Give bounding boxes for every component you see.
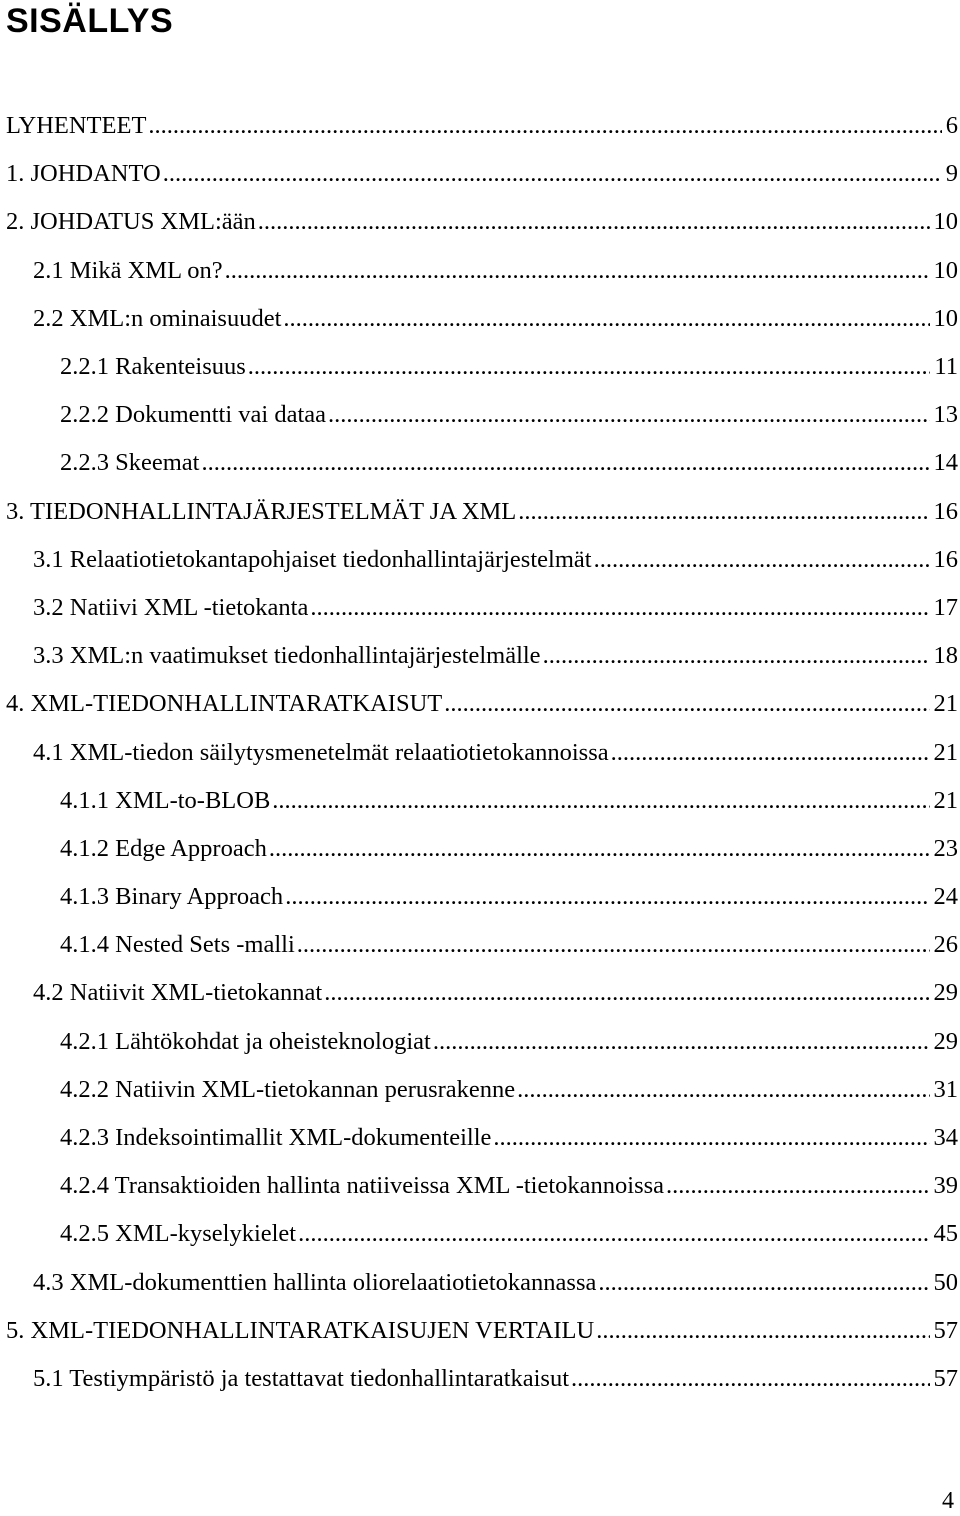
toc-dot-leader — [493, 1123, 929, 1153]
toc-entry-title: 4.2.4 Transaktioiden hallinta natiiveissa XML -tietokannoissa — [60, 1172, 665, 1200]
toc-entry-page-number: 50 — [933, 1268, 958, 1296]
toc-entry-page-number: 57 — [933, 1364, 958, 1392]
toc-entry-title: 4.2 Natiivit XML-tietokannat — [33, 979, 323, 1007]
toc-entry-title: 3.3 XML:n vaatimukset tiedonhallintajärjestelmälle — [33, 642, 541, 670]
toc-entry-title: 4.1.4 Nested Sets -malli — [60, 931, 295, 959]
toc-entry[interactable] — [0, 921, 960, 969]
toc-entry-page-number: 10 — [933, 304, 958, 332]
toc-entry-page-number: 29 — [933, 979, 958, 1007]
toc-dot-leader — [258, 207, 930, 237]
toc-entry-title: 4.1.3 Binary Approach — [60, 883, 284, 911]
toc-entry[interactable] — [0, 1114, 960, 1162]
toc-entry[interactable] — [0, 680, 960, 728]
toc-entry-page-number: 39 — [933, 1172, 958, 1200]
toc-entry-title: 2.2.2 Dokumentti vai dataa — [60, 401, 327, 429]
toc-entry[interactable] — [0, 1066, 960, 1114]
toc-entry-page-number: 16 — [933, 545, 958, 573]
toc-entry-title: 4.1.2 Edge Approach — [60, 834, 267, 862]
toc-dot-leader — [611, 738, 930, 768]
toc-entry-title: 5.1 Testiympäristö ja testattavat tiedonhallintaratkaisut — [33, 1364, 570, 1392]
toc-dot-leader — [248, 352, 931, 382]
toc-entry[interactable] — [0, 777, 960, 825]
toc-dot-leader — [433, 1027, 930, 1057]
toc-dot-leader — [310, 593, 929, 623]
toc-entry[interactable] — [0, 632, 960, 680]
toc-entry-page-number: 29 — [933, 1027, 958, 1055]
toc-entry-title: 4. XML-TIEDONHALLINTARATKAISUT — [6, 690, 443, 718]
toc-entry-title: 3. TIEDONHALLINTAJÄRJESTELMÄT JA XML — [6, 497, 517, 525]
toc-entry[interactable] — [0, 1018, 960, 1066]
toc-entry[interactable] — [0, 1259, 960, 1307]
toc-entry[interactable] — [0, 247, 960, 295]
toc-entry-title: 4.1.1 XML-to-BLOB — [60, 786, 271, 814]
toc-dot-leader — [328, 400, 929, 430]
toc-dot-leader — [543, 641, 930, 671]
toc-entry-page-number: 31 — [933, 1075, 958, 1103]
page-number: 4 — [942, 1488, 954, 1514]
toc-entry-page-number: 26 — [933, 931, 958, 959]
toc-entry-title: 4.2.5 XML-kyselykielet — [60, 1220, 297, 1248]
toc-entry[interactable] — [0, 1307, 960, 1355]
toc-dot-leader — [148, 111, 941, 141]
page-title: SISÄLLYS — [6, 2, 174, 40]
toc-entry-title: LYHENTEET — [6, 112, 147, 140]
toc-dot-leader — [202, 448, 930, 478]
toc-entry[interactable] — [0, 439, 960, 487]
toc-entry[interactable] — [0, 391, 960, 439]
toc-dot-leader — [285, 882, 929, 912]
toc-entry-title: 2.2.1 Rakenteisuus — [60, 353, 246, 381]
toc-dot-leader — [272, 786, 929, 816]
toc-entry-page-number: 13 — [933, 401, 958, 429]
toc-entry-title: 2.2 XML:n ominaisuudet — [33, 304, 282, 332]
toc-entry-page-number: 21 — [933, 690, 958, 718]
toc-entry-page-number: 10 — [933, 256, 958, 284]
toc-entry[interactable] — [0, 728, 960, 776]
toc-dot-leader — [666, 1171, 929, 1201]
toc-dot-leader — [596, 1316, 929, 1346]
toc-dot-leader — [517, 1075, 929, 1105]
toc-dot-leader — [297, 930, 930, 960]
toc-entry[interactable] — [0, 488, 960, 536]
toc-entry-title: 2.2.3 Skeemat — [60, 449, 200, 477]
toc-entry[interactable] — [0, 150, 960, 198]
toc-entry[interactable] — [0, 1355, 960, 1403]
toc-entry-page-number: 9 — [945, 160, 958, 188]
toc-entry-page-number: 18 — [933, 642, 958, 670]
toc-dot-leader — [298, 1219, 929, 1249]
toc-entry[interactable] — [0, 198, 960, 246]
toc-dot-leader — [269, 834, 930, 864]
toc-entry-title: 3.1 Relaatiotietokantapohjaiset tiedonhallintajärjestelmät — [33, 545, 592, 573]
toc-entry-title: 1. JOHDANTO — [6, 160, 161, 188]
toc-entry[interactable] — [0, 536, 960, 584]
toc-dot-leader — [571, 1364, 929, 1394]
toc-entry-page-number: 45 — [933, 1220, 958, 1248]
toc-entry[interactable] — [0, 825, 960, 873]
toc-entry-title: 4.1 XML-tiedon säilytysmenetelmät relaatiotietokannoissa — [33, 738, 609, 766]
toc-dot-leader — [444, 689, 929, 719]
toc-entry[interactable] — [0, 1210, 960, 1258]
toc-entry[interactable] — [0, 873, 960, 921]
toc-entry-page-number: 14 — [933, 449, 958, 477]
toc-entry[interactable] — [0, 102, 960, 150]
toc-entry-title: 3.2 Natiivi XML -tietokanta — [33, 593, 309, 621]
toc-entry-page-number: 17 — [933, 593, 958, 621]
toc-entry-page-number: 34 — [933, 1124, 958, 1152]
toc-entry[interactable] — [0, 1162, 960, 1210]
toc-entry-page-number: 11 — [934, 353, 958, 381]
toc-dot-leader — [598, 1268, 929, 1298]
toc-entry[interactable] — [0, 295, 960, 343]
toc-entry-title: 2. JOHDATUS XML:ään — [6, 208, 256, 236]
toc-dot-leader — [518, 497, 929, 527]
toc-entry-title: 5. XML-TIEDONHALLINTARATKAISUJEN VERTAILU — [6, 1316, 595, 1344]
toc-dot-leader — [324, 978, 929, 1008]
toc-entry-title: 4.2.3 Indeksointimallit XML-dokumenteille — [60, 1124, 492, 1152]
toc-dot-leader — [594, 545, 930, 575]
toc-entry-page-number: 57 — [933, 1316, 958, 1344]
toc-entry-page-number: 24 — [933, 883, 958, 911]
toc-entry-title: 4.3 XML-dokumenttien hallinta oliorelaatiotietokannassa — [33, 1268, 597, 1296]
toc-entry-title: 2.1 Mikä XML on? — [33, 256, 223, 284]
toc-entry[interactable] — [0, 343, 960, 391]
toc-entry-page-number: 6 — [945, 112, 958, 140]
toc-dot-leader — [163, 159, 942, 189]
toc-dot-leader — [225, 256, 930, 286]
toc-entry-page-number: 16 — [933, 497, 958, 525]
toc-entry-page-number: 23 — [933, 834, 958, 862]
toc-entry-title: 4.2.2 Natiivin XML-tietokannan perusrakenne — [60, 1075, 516, 1103]
toc-entry[interactable] — [0, 584, 960, 632]
toc-entry-page-number: 21 — [933, 738, 958, 766]
toc-entry-page-number: 10 — [933, 208, 958, 236]
toc-entry-title: 4.2.1 Lähtökohdat ja oheisteknologiat — [60, 1027, 431, 1055]
toc-entry[interactable] — [0, 969, 960, 1017]
toc-entry-page-number: 21 — [933, 786, 958, 814]
table-of-contents — [0, 102, 960, 1403]
toc-dot-leader — [283, 304, 929, 334]
